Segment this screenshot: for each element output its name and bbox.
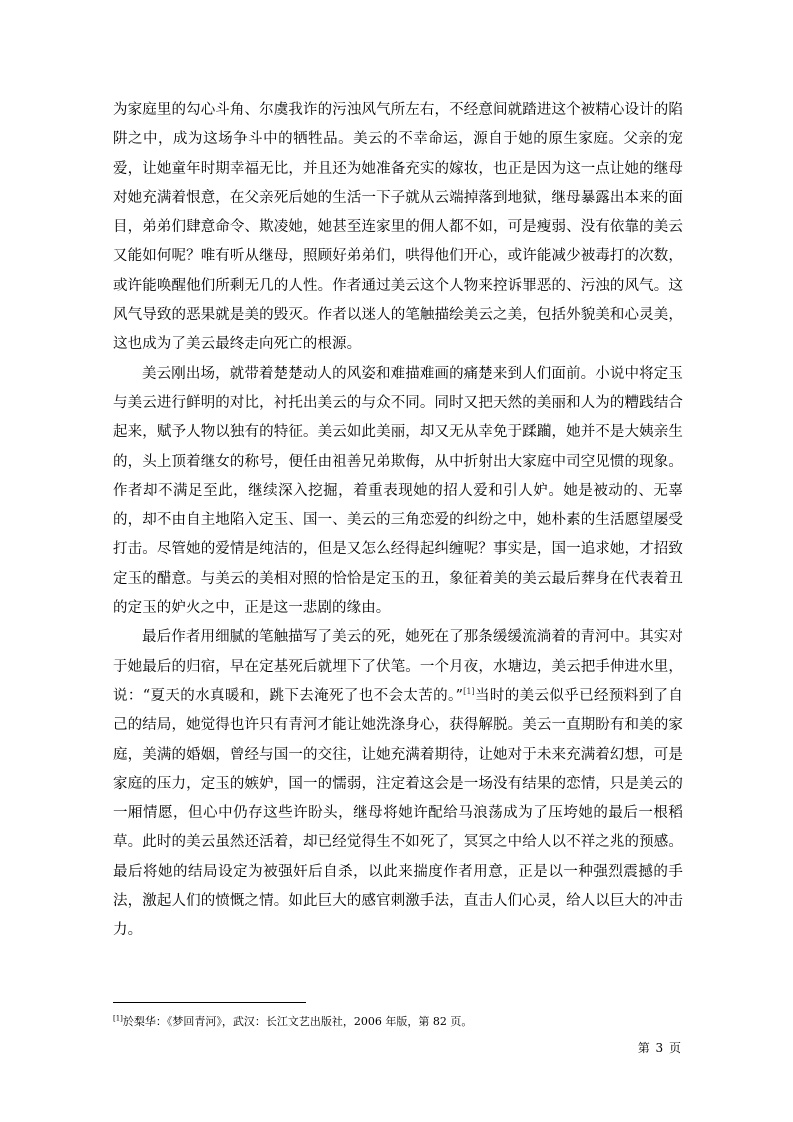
- body-text: [113, 96, 683, 946]
- paragraph-2: 美云刚出场，就带着楚楚动人的风姿和难描难画的痛楚来到人们面前。小说中将定玉与美云进行鲜明的对比，衬托出美云的与众不同。同时又把天然的美丽和人为的糟践结合起来，赋予人物以独有的特征。美云如此美丽，却又无从幸免于蹂躏，她并不是大姨亲生的，头上顶着继女的称号，便任由祖善兄弟欺侮，从中折射出大家庭中司空见惯的现象。作者却不满足至此，继续深入挖掘，着重表现她的招人爱和引人妒。她是被动的、无辜的，却不由自主地陷入定玉、国一、美云的三角恋爱的纠纷之中，她朴素的生活愿望屡受打击。尽管她的爱情是纯洁的，但是又怎么经得起纠缠呢？事实是，国一追求她，才招致定玉的醋意。与美云的美相对照的恰恰是定玉的丑，象征着美的美云最后葬身在代表着丑的定玉的妒火之中，正是这一悲剧的缘由。: [113, 365, 683, 617]
- footnote-reference[interactable]: [1]: [463, 687, 475, 697]
- paragraph-3: [113, 623, 683, 945]
- footnote-mark: [1]: [113, 1014, 123, 1023]
- footnote: [113, 1014, 683, 1030]
- footnote-divider: [113, 1002, 306, 1003]
- paragraph-3-before-note: 最后作者用细腻的笔触描写了美云的死，她死在了那条缓缓流淌着的青河中。其实对于她最后的归宿，早在定基死后就埋下了伏笔。一个月夜，水塘边，美云把手伸进水里，说：“夏天的水真暖和，跳下去淹死了也不会太苦的。”: [113, 629, 683, 704]
- footnote-text: 於梨华：《梦回青河》，武汉：长江文艺出版社，2006 年版，第 82 页。: [122, 1015, 473, 1028]
- paragraph-1: 为家庭里的勾心斗角、尔虞我诈的污浊风气所左右，不经意间就踏进这个被精心设计的陷阱之中，成为这场争斗中的牺牲品。美云的不幸命运，源自于她的原生家庭。父亲的宠爱，让她童年时期幸福无比，并且还为她准备充实的嫁妆，也正是因为这一点让她的继母对她充满着恨意，在父亲死后她的生活一下子就从云端掉落到地狱，继母暴露出本来的面目，弟弟们肆意命令、欺凌她，她甚至连家里的佣人都不如，可是瘦弱、没有依靠的美云又能如何呢？唯有听从继母，照顾好弟弟们，哄得他们开心，或许能减少被毒打的次数，或许能唤醒他们所剩无几的人性。作者通过美云这个人物来控诉罪恶的、污浊的风气。这风气导致的恶果就是美的毁灭。作者以迷人的笔触描绘美云之美，包括外貌美和心灵美，这也成为了美云最终走向死亡的根源。: [113, 102, 683, 353]
- page-number: 第 3 页: [637, 1041, 682, 1055]
- paragraph-3-after-note: 当时的美云似乎已经预料到了自己的结局，她觉得也许只有青河才能让她洗涤身心，获得解脱。美云一直期盼有和美的家庭，美满的婚姻，曾经与国一的交往，让她充满着期待，让她对于未来充满着幻想，可是家庭的压力，定玉的嫉妒，国一的懦弱，注定着这会是一场没有结果的恋情，只是美云的一厢情愿，但心中仍存这些许盼头，继母将她许配给马浪荡成为了压垮她的最后一根稻草。此时的美云虽然还活着，却已经觉得生不如死了，冥冥之中给人以不祥之兆的预感。最后将她的结局设定为被强奸后自杀，以此来揣度作者用意，正是以一种强烈震撼的手法，激起人们的愤慨之情。如此巨大的感官刺激手法，直击人们心灵，给人以巨大的冲击力。: [113, 687, 684, 939]
